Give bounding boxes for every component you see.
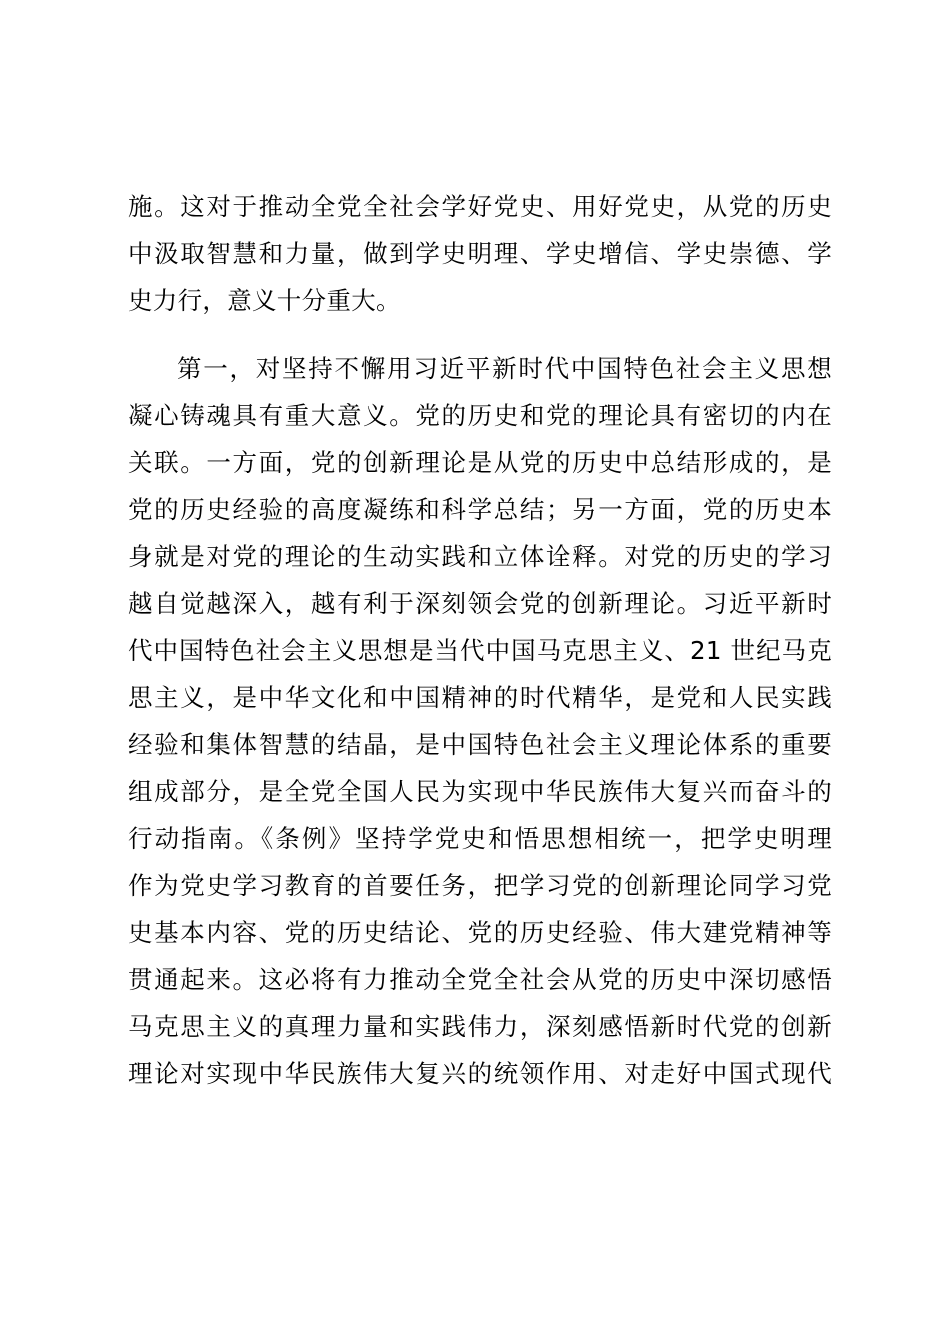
text-line: 关联。一方面，党的创新理论是从党的历史中总结形成的，是 [128,448,832,477]
text-line: 经验和集体智慧的结晶，是中国特色社会主义理论体系的重要 [128,730,832,759]
text-line: 越自觉越深入，越有利于深刻领会党的创新理论。习近平新时 [128,589,832,618]
text-line: 史基本内容、党的历史结论、党的历史经验、伟大建党精神等 [128,918,832,947]
text-line: 身就是对党的理论的生动实践和立体诠释。对党的历史的学习 [128,542,832,571]
text-line: 行动指南。《条例》坚持学党史和悟思想相统一，把学史明理 [128,824,832,853]
text-line: 贯通起来。这必将有力推动全党全社会从党的历史中深切感悟 [128,965,832,994]
text-line: 作为党史学习教育的首要任务，把学习党的创新理论同学习党 [128,871,832,900]
text-line: 凝心铸魂具有重大意义。党的历史和党的理论具有密切的内在 [128,401,832,430]
paragraph-first-point [128,345,832,1097]
text-line: 史力行，意义十分重大。 [128,286,401,315]
text-line: 代中国特色社会主义思想是当代中国马克思主义、21 世纪马克 [128,636,832,665]
text-line: 思主义，是中华文化和中国精神的时代精华，是党和人民实践 [128,683,832,712]
text-line: 马克思主义的真理力量和实践伟力，深刻感悟新时代党的创新 [128,1012,832,1041]
paragraph-continuation [128,183,832,324]
text-line: 组成部分，是全党全国人民为实现中华民族伟大复兴而奋斗的 [128,777,832,806]
text-line: 中汲取智慧和力量，做到学史明理、学史增信、学史崇德、学 [128,239,832,268]
text-line: 理论对实现中华民族伟大复兴的统领作用、对走好中国式现代 [128,1059,832,1088]
text-line: 党的历史经验的高度凝练和科学总结；另一方面，党的历史本 [128,495,832,524]
text-line: 施。这对于推动全党全社会学好党史、用好党史，从党的历史 [128,192,832,221]
text-line: 第一，对坚持不懈用习近平新时代中国特色社会主义思想 [177,354,832,383]
